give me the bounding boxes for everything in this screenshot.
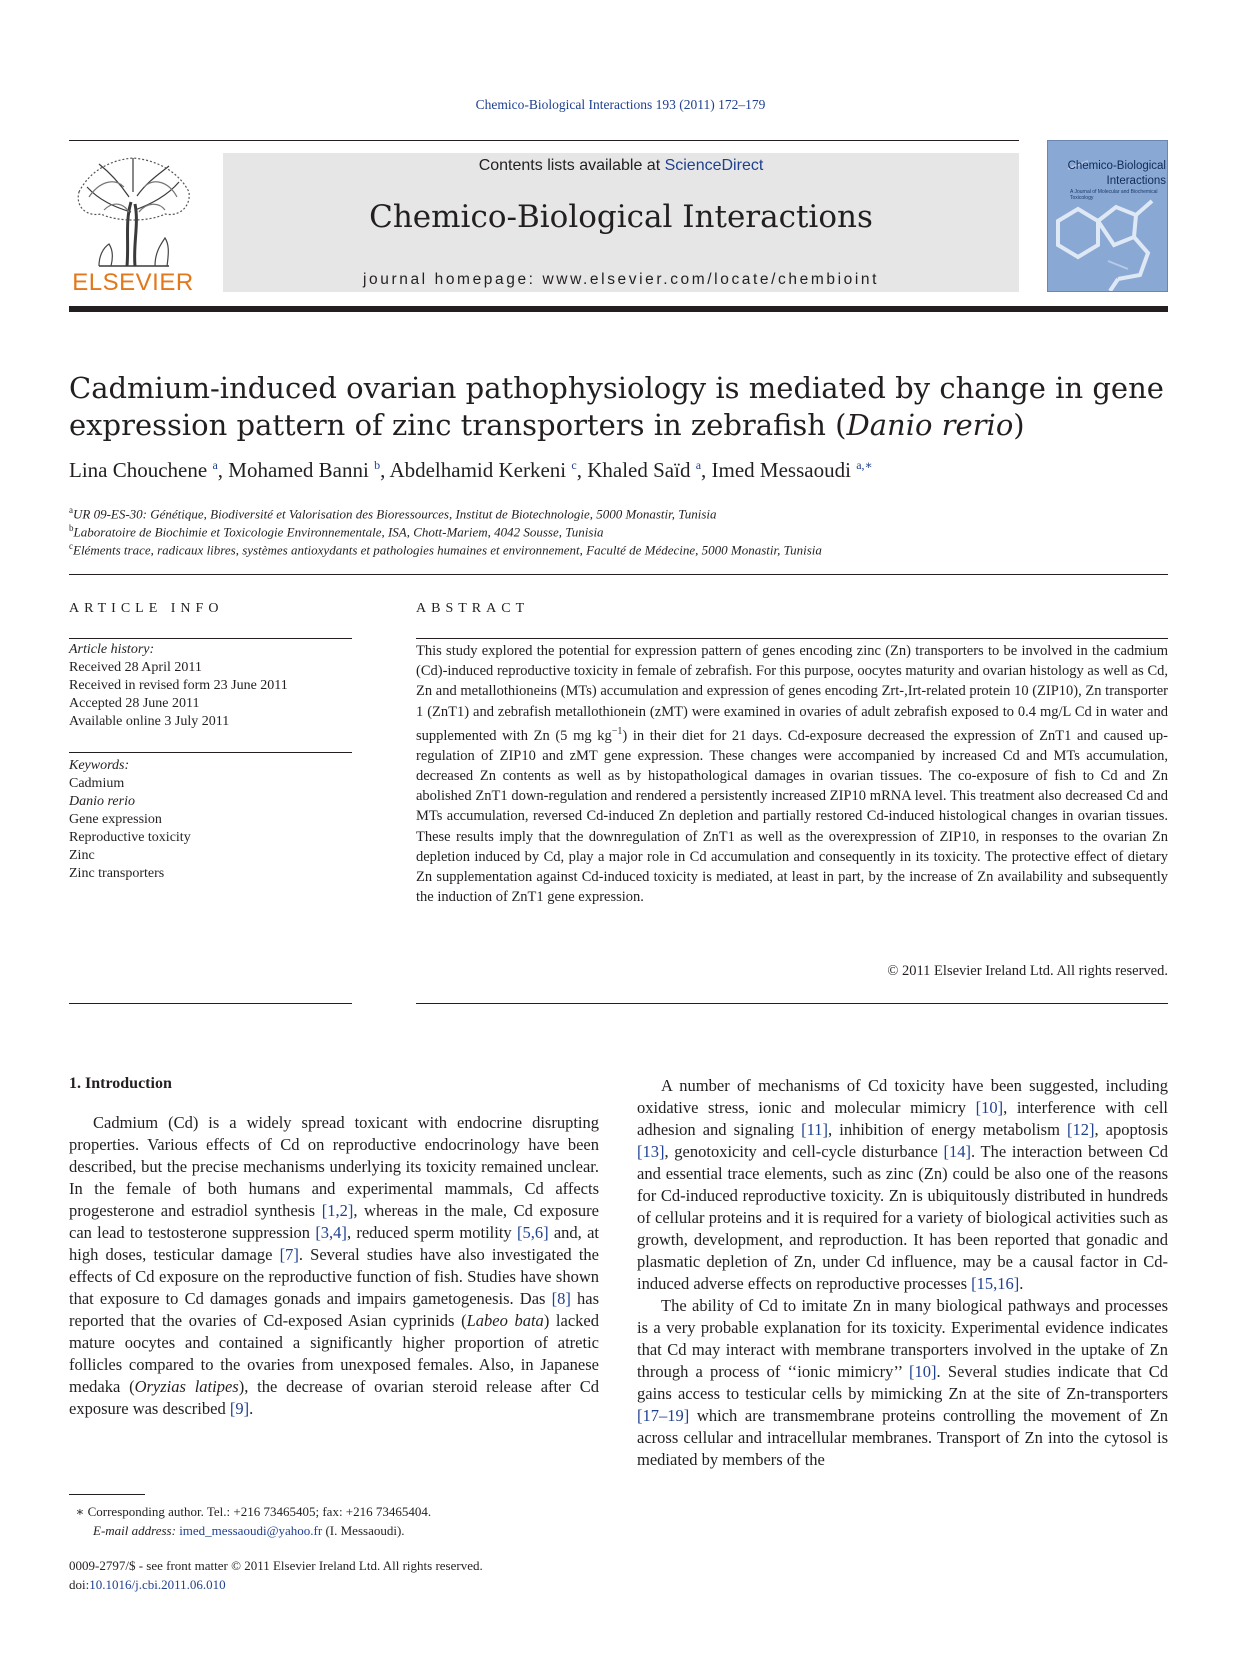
corresponding-author-footnote <box>69 1502 629 1540</box>
paragraph-text: A number of mechanisms of Cd toxicity have been suggested, including oxidative stress, ionic and molecular mimicry <box>637 1076 1168 1117</box>
cover-subtitle: A Journal of Molecular and Biochemical Toxicology <box>1070 189 1158 201</box>
affiliation-marker: a <box>69 505 73 515</box>
author-affiliation-marker[interactable]: c <box>571 458 577 472</box>
journal-cover[interactable] <box>1047 140 1168 292</box>
doi-line <box>69 1575 669 1594</box>
homepage-prefix: journal homepage: <box>362 271 543 288</box>
paragraph-text: has reported that the ovaries of Cd-exposed Asian cyprinids ( <box>69 1289 600 1330</box>
email-label: E-mail address: <box>93 1523 180 1538</box>
paragraph-text: Cadmium (Cd) is a widely spread toxicant with endocrine disrupting properties. Various effects of Cd on reproductive endocrinology have been described, but the precise mechanisms underlying its toxicity remained unclear. In the female of both humans and experimental mammals, Cd affects progesterone and estradiol synthesis <box>69 1113 599 1220</box>
abstract-heading: ABSTRACT <box>416 601 530 616</box>
abstract-text <box>416 641 1168 907</box>
abstract-copyright: © 2011 Elsevier Ireland Ltd. All rights reserved. <box>887 963 1168 979</box>
history-accepted: Accepted 28 June 2011 <box>69 696 200 711</box>
article-title <box>69 370 1169 444</box>
footnote-corresponding <box>69 1502 629 1521</box>
affiliation-text: Laboratoire de Biochimie et Toxicologie Environnementale, ISA, Chott-Mariem, 4042 Sousse, Tunisia <box>73 524 604 540</box>
author-affiliation-marker[interactable]: a <box>695 458 702 472</box>
citation-link[interactable]: [5,6] <box>516 1223 549 1242</box>
intro-paragraph <box>637 1295 1168 1471</box>
abstract-bottom-rule <box>416 1003 1168 1004</box>
homepage-url[interactable]: www.elsevier.com/locate/chembioint <box>542 271 880 288</box>
history-label: Article history: <box>69 642 155 657</box>
title-species: Danio rerio <box>846 408 1014 442</box>
contents-prefix: Contents lists available at <box>478 157 665 174</box>
keyword-item: Zinc transporters <box>69 866 165 881</box>
footnote-email-line <box>69 1521 629 1540</box>
email-link[interactable]: imed_messaoudi@yahoo.fr <box>179 1523 323 1538</box>
abstract-part-1: This study explored the potential for expression pattern of genes encoding zinc (Zn) transporters to be involved in the cadmium (Cd)-induced reproductive toxicity in female of zebrafish. For this purpose, oocytes maturity and ovarian histology as well as Cd, Zn and metallothioneins (MTs) accumulation and expression of genes encoding Zrt-,Irt-related protein 10 (ZIP10), Zn transporter 1 (ZnT1) and zebrafish metallothionein (zMT) were examined in ovaries of adult zebrafish exposed to 0.4 mg/L Cd in water and supplemented with Zn (5 mg kg <box>416 643 1168 744</box>
author-affiliation-marker[interactable]: a <box>212 458 218 472</box>
affiliation-b <box>69 523 1169 540</box>
title-line-2 <box>69 407 1169 444</box>
article-history <box>69 641 349 731</box>
keyword-item: Danio rerio <box>69 794 135 809</box>
citation-link[interactable]: [1,2] <box>321 1201 354 1220</box>
citation-link[interactable]: [9] <box>229 1399 250 1418</box>
paragraph-text: , genotoxicity and cell-cycle disturbance <box>664 1142 944 1161</box>
citation-link[interactable]: [10] <box>909 1362 937 1381</box>
paragraph-text: . Several studies indicate that Cd gains access to testicular cells by mimicking Zn at the site of Zn-transporters <box>637 1362 1168 1403</box>
history-received: Received 28 April 2011 <box>69 660 202 675</box>
abstract-rule <box>416 638 1168 639</box>
species-name: Oryzias latipes <box>134 1377 239 1396</box>
title-line-1: Cadmium-induced ovarian pathophysiology is mediated by change in gene <box>69 371 1164 405</box>
front-matter-rule <box>69 574 1168 575</box>
journal-name: Chemico-Biological Interactions <box>369 199 873 235</box>
author-separator: , <box>380 458 390 482</box>
paragraph-text: . Several studies have also investigated the effects of Cd exposure on the reproductive function of fish. Studies have shown that exposure to Cd damages gonads and impairs gametogenesis. Das <box>69 1245 599 1308</box>
keywords-rule <box>69 752 352 753</box>
citation-link[interactable]: [10] <box>975 1098 1004 1117</box>
citation-link[interactable]: [17–19] <box>637 1406 690 1425</box>
journal-homepage <box>223 271 1019 289</box>
keyword-item: Gene expression <box>69 812 162 827</box>
affiliation-text: UR 09-ES-30: Génétique, Biodiversité et Valorisation des Bioressources, Institut de Biotechnologie, 5000 Monastir, Tunisia <box>73 506 717 522</box>
issn-line: 0009-2797/$ - see front matter © 2011 Elsevier Ireland Ltd. All rights reserved. <box>69 1558 483 1573</box>
paragraph-text: , interference with cell adhesion and signaling <box>637 1098 1168 1139</box>
history-revised: Received in revised form 23 June 2011 <box>69 678 288 693</box>
affiliation-marker: b <box>69 523 74 533</box>
paragraph-text: , inhibition of energy metabolism <box>828 1120 1067 1139</box>
keyword-item: Reproductive toxicity <box>69 830 191 845</box>
paragraph-text: The ability of Cd to imitate Zn in many biological pathways and processes is a very probable explanation for its toxicity. Experimental evidence indicates that Cd may interact with membrane transporters involved in the uptake of Zn through a process of ‘‘ionic mimicry’’ <box>637 1296 1168 1381</box>
elsevier-wordmark: ELSEVIER <box>72 269 194 296</box>
email-suffix: (I. Messaoudi). <box>322 1523 405 1538</box>
intro-paragraph <box>69 1112 599 1420</box>
journal-banner <box>223 153 1019 292</box>
author-separator: , <box>576 458 588 482</box>
paragraph-text: . The interaction between Cd and essential trace elements, such as zinc (Zn) could be also one of the reasons for Cd-induced reproductive toxicity. Zn is ubiquitously distributed in hundreds of cellular proteins and it is required for a variety of biological activities such as growth, development, and reproduction. It has been reported that gonadic and plasmatic depletion of Zn, under Cd influence, may be a causal factor in Cd-induced adverse effects on reproductive processes <box>637 1142 1168 1293</box>
citation-link[interactable]: [11] <box>801 1120 829 1139</box>
history-online: Available online 3 July 2011 <box>69 714 230 729</box>
issn-block <box>69 1556 669 1594</box>
sciencedirect-link[interactable]: ScienceDirect <box>664 157 764 174</box>
author-name: Khaled Saïd <box>587 458 691 482</box>
citation-link[interactable]: [8] <box>551 1289 571 1308</box>
keywords-block <box>69 757 349 883</box>
affiliation-marker: c <box>69 541 73 551</box>
author-name: Lina Chouchene <box>69 458 208 482</box>
author-name: Imed Messaoudi <box>711 458 851 482</box>
title-line-2-main: expression pattern of zinc transporters in zebrafish ( <box>69 408 847 442</box>
affiliation-text: Eléments trace, radicaux libres, systèmes antioxydants et pathologies humaines et environnement, Faculté de Médecine, 5000 Monastir, Tunisia <box>73 542 822 558</box>
paragraph-text: which are transmembrane proteins controlling the movement of Zn across cellular and intracellular membranes. Transport of Zn into the cytosol is mediated by members of the <box>637 1406 1168 1469</box>
author-list <box>69 458 1169 483</box>
keyword-item: Zinc <box>69 848 95 863</box>
paragraph-text: . <box>1019 1274 1024 1293</box>
keywords-label: Keywords: <box>69 758 130 773</box>
elsevier-logo <box>69 152 197 296</box>
keyword-item: Cadmium <box>69 776 125 791</box>
tree-logo-icon <box>69 152 197 268</box>
citation-link[interactable]: [15,16] <box>971 1274 1020 1293</box>
footnote-contact: Corresponding author. Tel.: +216 73465405; fax: +216 73465404. <box>84 1504 432 1519</box>
title-line-2-end: ) <box>1013 408 1025 442</box>
citation-link[interactable]: [3,4] <box>315 1223 347 1242</box>
citation-link[interactable]: [13] <box>637 1142 665 1161</box>
article-info-rule <box>69 638 352 639</box>
paragraph-text: , reduced sperm motility <box>346 1223 517 1242</box>
author-name: Abdelhamid Kerkeni <box>389 458 567 482</box>
abstract-part-2: ) in their diet for 21 days. Cd-exposure decreased the expression of ZnT1 and caused up-regulation of ZIP10 and zMT gene expression. These changes were accompanied by increased Cd and MTs accumulation, decreased Zn contents as well as by histopathological damages in ovarian tissues. The co-exposure of fish to Cd and Zn abolished ZnT1 down-regulation and rendered a persistently increased ZIP10 mRNA level. This treatment also decreased Cd and MTs accumulation, reversed Cd-induced Zn depletion and partially restored Cd-induced histological changes in ovarian tissues. These results imply that the downregulation of ZnT1 as well as the overexpression of ZIP10, in responses to the ovarian Zn depletion induced by Cd, play a major role in Cd accumulation and consequently in its toxicity. The protective effect of dietary Zn supplementation against Cd-induced toxicity is mediated, at least in part, by the increase of Zn availability and subsequently the induction of ZnT1 gene expression. <box>416 727 1168 906</box>
author-affiliation-marker[interactable]: b <box>374 458 381 472</box>
citation-link[interactable]: [12] <box>1066 1120 1095 1139</box>
body-column-left <box>69 1112 599 1420</box>
doi-label: doi: <box>69 1577 90 1592</box>
paragraph-text: and, at high doses, testicular damage <box>69 1223 599 1264</box>
species-name: Labeo bata <box>466 1311 544 1330</box>
author-separator: , <box>217 458 229 482</box>
affiliation-a <box>69 505 1169 522</box>
paragraph-text: , whereas in the male, Cd exposure can lead to testosterone suppression <box>69 1201 600 1242</box>
body-column-right <box>637 1075 1168 1471</box>
section-heading-introduction: 1. Introduction <box>69 1075 172 1092</box>
citation-link[interactable]: [7] <box>279 1245 299 1264</box>
paragraph-text: ), the decrease of ovarian steroid release after Cd exposure was described <box>69 1377 599 1418</box>
citation-link[interactable]: [14] <box>943 1142 972 1161</box>
paragraph-text: , apoptosis <box>1094 1120 1168 1139</box>
header-top-rule <box>69 140 1019 141</box>
cover-title: Chemico-Biological Interactions <box>1067 160 1166 187</box>
intro-paragraph <box>637 1075 1168 1295</box>
doi-link[interactable]: 10.1016/j.cbi.2011.06.010 <box>89 1577 226 1592</box>
abstract-superscript: −1 <box>611 725 623 737</box>
article-info-bottom-rule <box>69 1003 352 1004</box>
author-separator: , <box>701 458 712 482</box>
author-affiliation-marker[interactable]: a,∗ <box>856 458 873 472</box>
footnote-marker: ∗ <box>75 1504 85 1519</box>
paragraph-text: . <box>249 1399 254 1418</box>
footnote-rule <box>69 1494 145 1495</box>
article-info-heading: ARTICLE INFO <box>69 601 224 616</box>
journal-citation[interactable]: Chemico-Biological Interactions 193 (2011) 172–179 <box>475 97 766 112</box>
paragraph-text: ) lacked mature oocytes and contained a significantly higher proportion of atretic follicles compared to the ovaries from unexposed females. Also, in Japanese medaka ( <box>69 1311 599 1396</box>
header-bottom-rule <box>69 306 1168 312</box>
contents-availability <box>223 157 1019 175</box>
author-name: Mohamed Banni <box>228 458 369 482</box>
affiliation-c <box>69 541 1169 558</box>
